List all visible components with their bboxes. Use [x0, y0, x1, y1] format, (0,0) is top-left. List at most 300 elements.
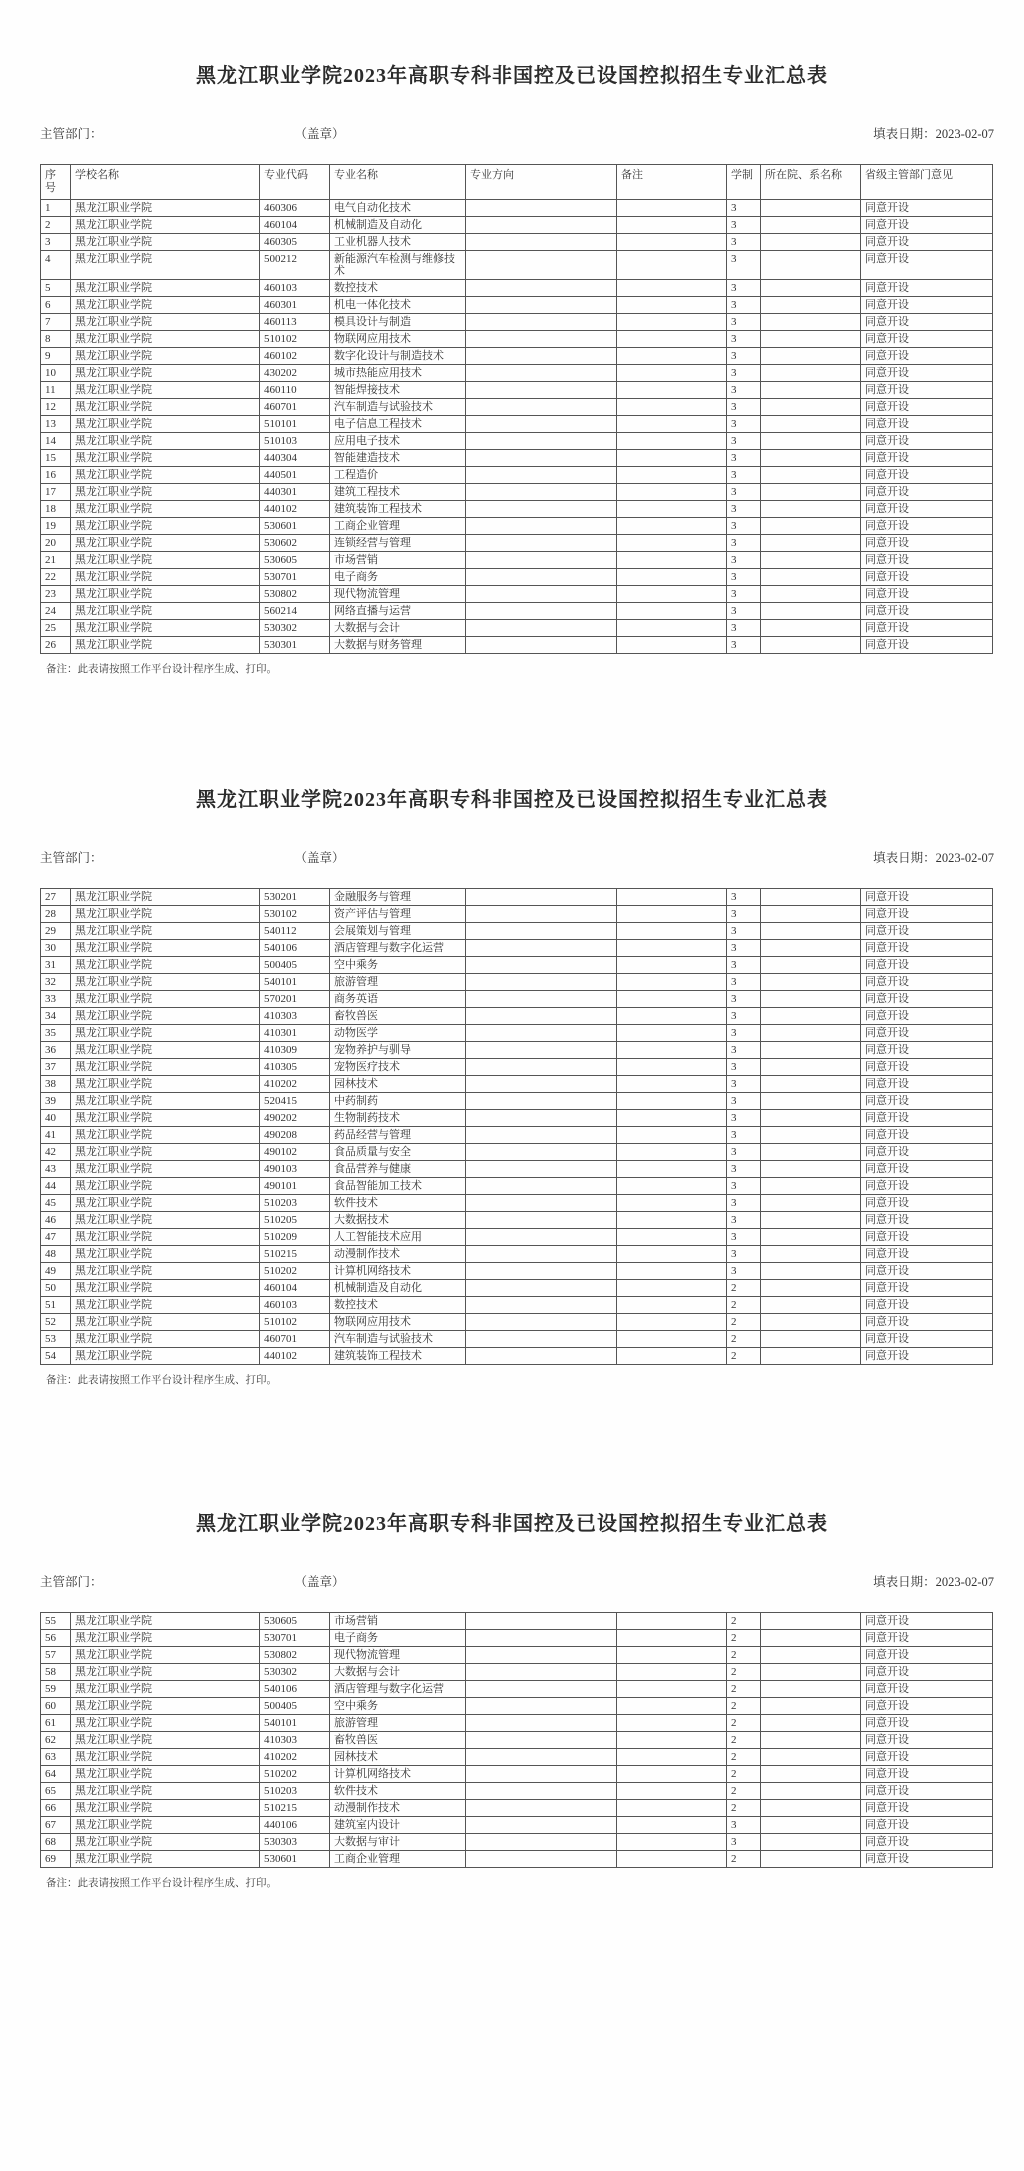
table-cell: 同意开设 [861, 637, 993, 654]
table-cell: 510215 [260, 1246, 330, 1263]
table-cell [617, 365, 727, 382]
table-cell [761, 348, 861, 365]
table-cell: 黑龙江职业学院 [71, 1127, 260, 1144]
table-cell: 工商企业管理 [330, 1851, 466, 1868]
table-cell: 1 [41, 200, 71, 217]
table-cell [466, 1817, 617, 1834]
table-cell [466, 1127, 617, 1144]
table-cell [617, 1297, 727, 1314]
table-cell: 510209 [260, 1229, 330, 1246]
table-cell: 同意开设 [861, 1817, 993, 1834]
table-cell: 中药制药 [330, 1093, 466, 1110]
table-cell: 30 [41, 940, 71, 957]
table-cell [617, 974, 727, 991]
table-cell: 490202 [260, 1110, 330, 1127]
table-cell [761, 552, 861, 569]
table-row [41, 1042, 993, 1059]
table-cell: 黑龙江职业学院 [71, 974, 260, 991]
table-cell [466, 569, 617, 586]
seal-label: （盖章） [294, 127, 345, 141]
table-cell: 2 [727, 1766, 761, 1783]
table-cell [617, 467, 727, 484]
table-cell [761, 889, 861, 906]
table-row [41, 620, 993, 637]
table-cell: 3 [727, 1817, 761, 1834]
table-cell: 同意开设 [861, 1178, 993, 1195]
table-cell [466, 1647, 617, 1664]
table-row [41, 1059, 993, 1076]
table-cell: 同意开设 [861, 991, 993, 1008]
table-cell [617, 940, 727, 957]
table-cell [617, 234, 727, 251]
table-cell [466, 1212, 617, 1229]
table-cell: 电子信息工程技术 [330, 416, 466, 433]
table-cell: 黑龙江职业学院 [71, 348, 260, 365]
table-cell: 工业机器人技术 [330, 234, 466, 251]
table-cell [466, 1331, 617, 1348]
table-cell: 3 [727, 1076, 761, 1093]
table-cell [466, 518, 617, 535]
table-cell [466, 1348, 617, 1365]
table-cell: 2 [727, 1297, 761, 1314]
table-row [41, 1331, 993, 1348]
table-cell: 2 [727, 1331, 761, 1348]
table-cell [761, 637, 861, 654]
table-cell [466, 501, 617, 518]
table-cell: 510102 [260, 331, 330, 348]
table-cell: 3 [727, 433, 761, 450]
table-cell: 52 [41, 1314, 71, 1331]
table-cell: 同意开设 [861, 957, 993, 974]
table-cell: 24 [41, 603, 71, 620]
table-cell: 46 [41, 1212, 71, 1229]
table-cell: 同意开设 [861, 1110, 993, 1127]
table-cell [466, 1195, 617, 1212]
table-cell [466, 1681, 617, 1698]
table-cell [761, 1664, 861, 1681]
table-cell: 网络直播与运营 [330, 603, 466, 620]
table-cell: 20 [41, 535, 71, 552]
table-cell [466, 416, 617, 433]
table-cell [617, 957, 727, 974]
table-cell: 430202 [260, 365, 330, 382]
table-cell [761, 906, 861, 923]
table-cell: 宠物医疗技术 [330, 1059, 466, 1076]
table-cell: 2 [727, 1749, 761, 1766]
table-row [41, 297, 993, 314]
table-cell: 3 [727, 1178, 761, 1195]
table-cell [466, 467, 617, 484]
table-cell: 黑龙江职业学院 [71, 1851, 260, 1868]
table-cell: 530301 [260, 637, 330, 654]
table-row [41, 217, 993, 234]
table-cell: 2 [727, 1647, 761, 1664]
table-cell: 28 [41, 906, 71, 923]
table-cell: 机电一体化技术 [330, 297, 466, 314]
table-row [41, 1766, 993, 1783]
table-cell [617, 518, 727, 535]
table-cell [466, 637, 617, 654]
table-row [41, 1749, 993, 1766]
table-cell: 同意开设 [861, 1144, 993, 1161]
table-cell: 空中乘务 [330, 1698, 466, 1715]
table-cell: 3 [727, 991, 761, 1008]
table-row [41, 974, 993, 991]
table-cell: 同意开设 [861, 200, 993, 217]
table-cell [466, 957, 617, 974]
table-cell: 3 [727, 314, 761, 331]
table-cell: 建筑装饰工程技术 [330, 1348, 466, 1365]
table-cell [466, 234, 617, 251]
table-cell: 黑龙江职业学院 [71, 1161, 260, 1178]
table-cell: 3 [727, 217, 761, 234]
table-cell: 食品质量与安全 [330, 1144, 466, 1161]
table-cell [617, 1749, 727, 1766]
table-cell: 530601 [260, 518, 330, 535]
table-cell: 410303 [260, 1008, 330, 1025]
table-cell: 2 [727, 1348, 761, 1365]
table-cell [466, 450, 617, 467]
sheet-title: 黑龙江职业学院2023年高职专科非国控及已设国控拟招生专业汇总表 [196, 65, 828, 87]
table-cell [466, 1613, 617, 1630]
table-cell: 440301 [260, 484, 330, 501]
table-cell [761, 501, 861, 518]
table-row [41, 1263, 993, 1280]
table-cell: 3 [727, 974, 761, 991]
table-row [41, 1715, 993, 1732]
table-cell: 540101 [260, 1715, 330, 1732]
table-cell: 同意开设 [861, 1800, 993, 1817]
table-cell: 黑龙江职业学院 [71, 1331, 260, 1348]
table-cell: 2 [727, 1732, 761, 1749]
table-cell: 520415 [260, 1093, 330, 1110]
fill-date: 填表日期：2023-02-07 [873, 1575, 994, 1589]
table-cell: 黑龙江职业学院 [71, 518, 260, 535]
table-cell [617, 637, 727, 654]
table-cell: 4 [41, 251, 71, 280]
table-cell: 45 [41, 1195, 71, 1212]
table-cell: 同意开设 [861, 1076, 993, 1093]
table-cell: 商务英语 [330, 991, 466, 1008]
table-cell [466, 1314, 617, 1331]
table-cell [466, 991, 617, 1008]
table-cell: 同意开设 [861, 518, 993, 535]
table-row [41, 348, 993, 365]
table-cell: 58 [41, 1664, 71, 1681]
table-cell [761, 1715, 861, 1732]
table-cell: 460701 [260, 1331, 330, 1348]
table-cell: 530701 [260, 569, 330, 586]
table-cell: 9 [41, 348, 71, 365]
table-cell: 工程造价 [330, 467, 466, 484]
table-cell [466, 1093, 617, 1110]
table-cell: 同意开设 [861, 217, 993, 234]
table-cell [761, 1110, 861, 1127]
table-cell: 61 [41, 1715, 71, 1732]
column-header: 学制 [727, 165, 761, 200]
table-cell: 同意开设 [861, 1749, 993, 1766]
summary-sheet-1 [0, 64, 1024, 676]
fill-date: 填表日期：2023-02-07 [873, 127, 994, 141]
table-cell [466, 348, 617, 365]
table-cell: 同意开设 [861, 1647, 993, 1664]
column-header: 学校名称 [71, 165, 260, 200]
table-cell: 560214 [260, 603, 330, 620]
table-cell: 黑龙江职业学院 [71, 1144, 260, 1161]
table-cell [761, 1161, 861, 1178]
table-cell: 3 [727, 1144, 761, 1161]
table-cell: 2 [41, 217, 71, 234]
table-cell: 动漫制作技术 [330, 1246, 466, 1263]
table-cell: 黑龙江职业学院 [71, 1749, 260, 1766]
table-row [41, 365, 993, 382]
table-cell [761, 382, 861, 399]
table-cell: 33 [41, 991, 71, 1008]
table-cell: 440501 [260, 467, 330, 484]
table-cell: 黑龙江职业学院 [71, 1229, 260, 1246]
table-cell [466, 484, 617, 501]
table-cell [617, 1681, 727, 1698]
table-cell [761, 433, 861, 450]
column-header: 专业名称 [330, 165, 466, 200]
table-cell: 3 [727, 1212, 761, 1229]
table-cell [466, 1851, 617, 1868]
table-cell: 2 [727, 1314, 761, 1331]
table-cell: 3 [727, 200, 761, 217]
sheet-title: 黑龙江职业学院2023年高职专科非国控及已设国控拟招生专业汇总表 [196, 789, 828, 811]
table-cell [761, 603, 861, 620]
table-cell: 同意开设 [861, 1263, 993, 1280]
meta-row [0, 1574, 1024, 1590]
table-cell: 3 [727, 450, 761, 467]
table-row [41, 1229, 993, 1246]
table-cell: 软件技术 [330, 1783, 466, 1800]
table-cell [761, 1280, 861, 1297]
table-cell [466, 314, 617, 331]
table-cell: 530602 [260, 535, 330, 552]
table-cell [466, 1834, 617, 1851]
table-row [41, 940, 993, 957]
table-row [41, 200, 993, 217]
table-cell [617, 1732, 727, 1749]
table-cell: 物联网应用技术 [330, 331, 466, 348]
table-cell: 500405 [260, 957, 330, 974]
table-cell: 黑龙江职业学院 [71, 1059, 260, 1076]
table-cell: 67 [41, 1817, 71, 1834]
table-cell: 黑龙江职业学院 [71, 1008, 260, 1025]
table-cell: 电子商务 [330, 569, 466, 586]
note-text: 备注：此表请按照工作平台设计程序生成、打印。 [46, 1375, 277, 1386]
table-cell: 会展策划与管理 [330, 923, 466, 940]
table-cell: 黑龙江职业学院 [71, 552, 260, 569]
table-row [41, 1127, 993, 1144]
table-cell: 同意开设 [861, 1297, 993, 1314]
table-cell: 3 [727, 234, 761, 251]
table-row [41, 906, 993, 923]
table-cell: 汽车制造与试验技术 [330, 399, 466, 416]
table-cell: 黑龙江职业学院 [71, 1042, 260, 1059]
table-cell: 生物制药技术 [330, 1110, 466, 1127]
table-cell [761, 974, 861, 991]
table-cell: 同意开设 [861, 1630, 993, 1647]
table-cell [466, 1178, 617, 1195]
majors-table [40, 164, 993, 654]
table-cell: 510101 [260, 416, 330, 433]
table-cell [761, 518, 861, 535]
table-cell [761, 923, 861, 940]
table-cell: 现代物流管理 [330, 1647, 466, 1664]
table-cell: 3 [727, 1059, 761, 1076]
table-cell: 2 [727, 1698, 761, 1715]
table-cell: 29 [41, 923, 71, 940]
table-cell: 黑龙江职业学院 [71, 569, 260, 586]
table-cell: 黑龙江职业学院 [71, 620, 260, 637]
table-cell: 工商企业管理 [330, 518, 466, 535]
table-cell: 黑龙江职业学院 [71, 1766, 260, 1783]
table-row [41, 1800, 993, 1817]
table-cell [617, 1630, 727, 1647]
table-cell: 同意开设 [861, 1851, 993, 1868]
table-row [41, 501, 993, 518]
table-cell: 同意开设 [861, 1212, 993, 1229]
table-cell: 530605 [260, 1613, 330, 1630]
table-cell: 计算机网络技术 [330, 1263, 466, 1280]
table-cell: 2 [727, 1681, 761, 1698]
table-cell [761, 297, 861, 314]
table-cell: 490208 [260, 1127, 330, 1144]
table-cell: 现代物流管理 [330, 586, 466, 603]
table-row [41, 1297, 993, 1314]
table-cell [617, 1800, 727, 1817]
table-cell [617, 399, 727, 416]
table-cell: 同意开设 [861, 889, 993, 906]
table-cell: 同意开设 [861, 1127, 993, 1144]
table-row [41, 467, 993, 484]
table-cell: 3 [727, 552, 761, 569]
table-cell [466, 331, 617, 348]
table-cell: 黑龙江职业学院 [71, 365, 260, 382]
table-cell [761, 1766, 861, 1783]
table-cell [617, 484, 727, 501]
table-row [41, 1851, 993, 1868]
table-cell: 旅游管理 [330, 1715, 466, 1732]
table-cell [617, 1127, 727, 1144]
table-row [41, 889, 993, 906]
table-cell: 黑龙江职业学院 [71, 637, 260, 654]
table-cell [617, 1664, 727, 1681]
table-cell: 黑龙江职业学院 [71, 280, 260, 297]
table-cell: 2 [727, 1715, 761, 1732]
table-cell: 11 [41, 382, 71, 399]
table-cell: 黑龙江职业学院 [71, 484, 260, 501]
table-row [41, 399, 993, 416]
table-cell: 人工智能技术应用 [330, 1229, 466, 1246]
table-cell: 3 [727, 940, 761, 957]
table-cell: 黑龙江职业学院 [71, 399, 260, 416]
table-cell: 同意开设 [861, 297, 993, 314]
table-cell: 440304 [260, 450, 330, 467]
table-cell: 同意开设 [861, 1059, 993, 1076]
table-cell: 动物医学 [330, 1025, 466, 1042]
table-cell: 3 [41, 234, 71, 251]
table-cell [761, 991, 861, 1008]
table-cell: 21 [41, 552, 71, 569]
table-cell [466, 906, 617, 923]
seal-label: （盖章） [294, 1575, 345, 1589]
table-cell [761, 1348, 861, 1365]
table-cell: 黑龙江职业学院 [71, 297, 260, 314]
table-cell: 黑龙江职业学院 [71, 586, 260, 603]
table-cell: 570201 [260, 991, 330, 1008]
table-cell: 汽车制造与试验技术 [330, 1331, 466, 1348]
table-cell: 食品智能加工技术 [330, 1178, 466, 1195]
table-cell: 黑龙江职业学院 [71, 234, 260, 251]
table-cell [466, 1749, 617, 1766]
table-cell: 3 [727, 1127, 761, 1144]
table-cell: 3 [727, 1093, 761, 1110]
table-row [41, 518, 993, 535]
table-cell [761, 217, 861, 234]
table-cell: 57 [41, 1647, 71, 1664]
table-cell: 同意开设 [861, 450, 993, 467]
table-cell: 同意开设 [861, 1834, 993, 1851]
note-text: 备注：此表请按照工作平台设计程序生成、打印。 [46, 664, 277, 675]
table-cell: 同意开设 [861, 1348, 993, 1365]
table-cell [761, 467, 861, 484]
table-cell: 460306 [260, 200, 330, 217]
table-cell: 旅游管理 [330, 974, 466, 991]
table-cell [466, 1732, 617, 1749]
table-cell: 37 [41, 1059, 71, 1076]
table-cell: 3 [727, 586, 761, 603]
table-cell: 黑龙江职业学院 [71, 603, 260, 620]
table-cell: 畜牧兽医 [330, 1008, 466, 1025]
table-row [41, 1280, 993, 1297]
table-cell: 13 [41, 416, 71, 433]
table-cell: 同意开设 [861, 1783, 993, 1800]
table-cell [761, 416, 861, 433]
table-cell [466, 1280, 617, 1297]
table-cell [761, 1630, 861, 1647]
table-cell: 39 [41, 1093, 71, 1110]
table-cell: 黑龙江职业学院 [71, 991, 260, 1008]
table-cell: 同意开设 [861, 467, 993, 484]
table-cell [761, 365, 861, 382]
table-cell: 510202 [260, 1263, 330, 1280]
table-cell [617, 923, 727, 940]
table-cell: 电气自动化技术 [330, 200, 466, 217]
table-row [41, 1613, 993, 1630]
table-cell: 3 [727, 484, 761, 501]
column-header: 专业代码 [260, 165, 330, 200]
table-cell [761, 1127, 861, 1144]
table-cell: 同意开设 [861, 940, 993, 957]
table-cell [466, 552, 617, 569]
table-cell [617, 1314, 727, 1331]
table-cell: 16 [41, 467, 71, 484]
table-cell: 新能源汽车检测与维修技术 [330, 251, 466, 280]
table-cell: 同意开设 [861, 535, 993, 552]
table-cell: 510203 [260, 1195, 330, 1212]
table-cell: 530302 [260, 620, 330, 637]
table-cell: 黑龙江职业学院 [71, 217, 260, 234]
table-cell: 63 [41, 1749, 71, 1766]
table-cell [761, 1331, 861, 1348]
table-row [41, 1093, 993, 1110]
table-cell: 17 [41, 484, 71, 501]
table-row [41, 1698, 993, 1715]
table-cell: 同意开设 [861, 1664, 993, 1681]
